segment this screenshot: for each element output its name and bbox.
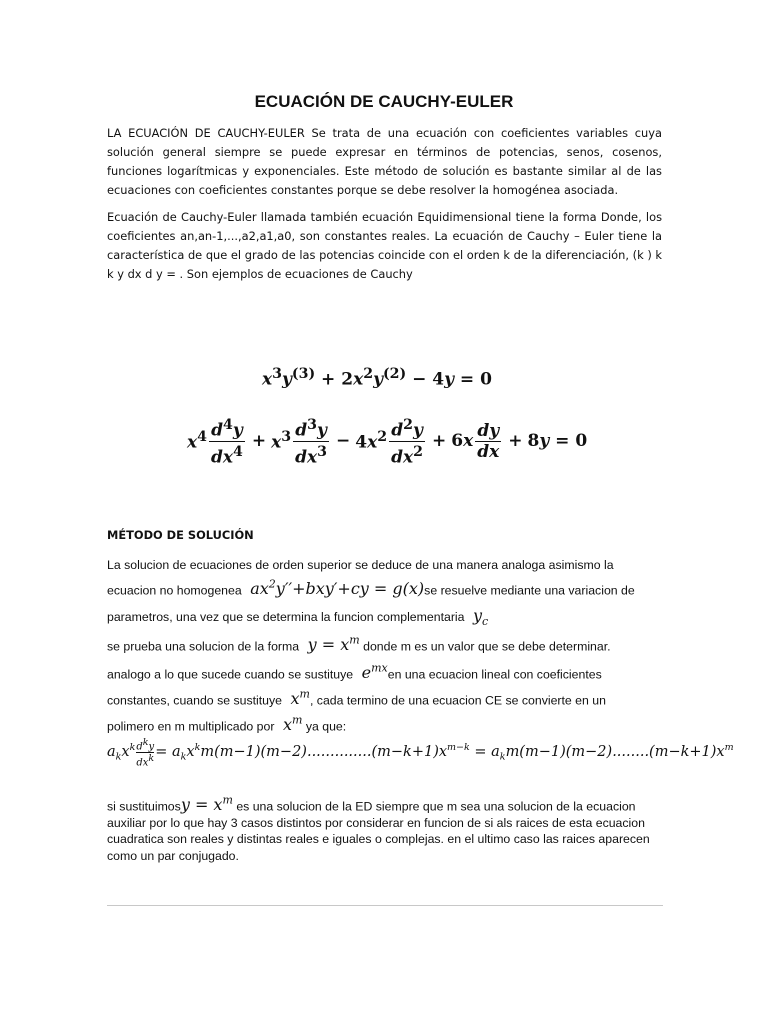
method-heading: MÉTODO DE SOLUCIÓN bbox=[107, 528, 254, 542]
exponential-symbol: $e^{mx}$ bbox=[356, 662, 388, 683]
nonhomogeneous-equation: $ax^2y''+bxy'+cy = g(x)$ bbox=[245, 578, 425, 599]
footer-divider bbox=[107, 905, 663, 906]
method-line-2 bbox=[107, 578, 635, 598]
method-line-5 bbox=[107, 662, 602, 682]
closing-a: si sustituimos bbox=[107, 799, 181, 814]
method-line-7a: polimero en m multiplicado por bbox=[107, 719, 275, 734]
method-line-1: La solucion de ecuaciones de orden superior se deduce de una manera analoga asimismo la bbox=[107, 558, 614, 572]
example-equation-1: $x^3y^{(3)} + 2x^2y^{(2)} - 4y = 0$ bbox=[262, 366, 492, 390]
method-line-6b: , cada termino de una ecuacion CE se convierte en un bbox=[309, 693, 606, 708]
method-line-7b: ya que: bbox=[305, 719, 347, 734]
trial-solution: $y = x^m$ bbox=[302, 634, 360, 655]
method-line-2a: ecuacion no homogenea bbox=[107, 583, 242, 598]
substitution-symbol: $y = x^m$ bbox=[180, 794, 233, 815]
derivative-identity-equation: $a_kx^k$ $\frac{d^ky}{dx^k}$ = $a_kx^km(m-1)(m-2)..............(m-k+1)x^{m-k} = a_km(m-1)(m-2)........(m-k+1)x^m$ bbox=[107, 737, 734, 769]
document-title: ECUACIÓN DE CAUCHY-EULER bbox=[254, 92, 514, 111]
intro-paragraph-2: Ecuación de Cauchy-Euler llamada también ecuación Equidimensional tiene la forma Donde, los coeficientes an,an-1,...,a2,a1,a0, son constantes reales. La ecuación de Cauchy – Euler tiene la característica de que el grado de las potencias coincide con el orden k de la diferenciación, (k ) k k y dx d y = . Son ejemplos de ecuaciones de Cauchy bbox=[107, 210, 662, 281]
closing-paragraph bbox=[107, 793, 667, 864]
method-line-3 bbox=[107, 606, 488, 628]
complementary-function-symbol: $y_c$ bbox=[467, 606, 489, 629]
method-line-6a: constantes, cuando se sustituye bbox=[107, 693, 282, 708]
method-line-5b: en una ecuacion lineal con coeficientes bbox=[387, 667, 602, 682]
method-line-4a: se prueba una solucion de la forma bbox=[107, 639, 300, 654]
power-symbol-2: $x^m$ bbox=[277, 714, 303, 735]
method-line-6 bbox=[107, 688, 606, 708]
method-line-5a: analogo a lo que sucede cuando se sustituye bbox=[107, 667, 354, 682]
method-line-4 bbox=[107, 634, 611, 654]
method-line-3a: parametros, una vez que se determina la funcion complementaria bbox=[107, 610, 465, 624]
power-symbol: $x^m$ bbox=[285, 688, 310, 709]
intro-paragraph-1: LA ECUACIÓN DE CAUCHY-EULER Se trata de una ecuación con coeficientes variables cuya solución general siempre se puede expresar en términos de potencias, senos, cosenos, funciones logarítmicas y exponenciales. Este método de solución es bastante similar al de las ecuaciones con coeficientes constantes porque se debe resolver la homogénea asociada. bbox=[107, 126, 662, 197]
method-line-2b: se resuelve mediante una variacion de bbox=[424, 583, 635, 598]
method-line-7 bbox=[107, 714, 346, 734]
method-line-4b: donde m es un valor que se debe determinar. bbox=[363, 639, 611, 654]
closing-b: es una solucion de la ED siempre que m sea una solucion de la ecuacion auxiliar por lo que hay 3 casos distintos por considerar en funcion de si als raices de esta ecuacion cuadratica son reales y distintas reales e iguales o complejas. en el ultimo caso las raices aparecen como un par conjugado. bbox=[107, 799, 650, 863]
example-equation-2: $x^4$ $\frac{d^4y}{dx^4}$ + $x^3$ $\frac{d^3y}{dx^3}$ − $4x^2$ $\frac{d^2y}{dx^2}$ + 6x $\frac{dy}{dx}$ + 8y = 0 bbox=[187, 417, 588, 468]
